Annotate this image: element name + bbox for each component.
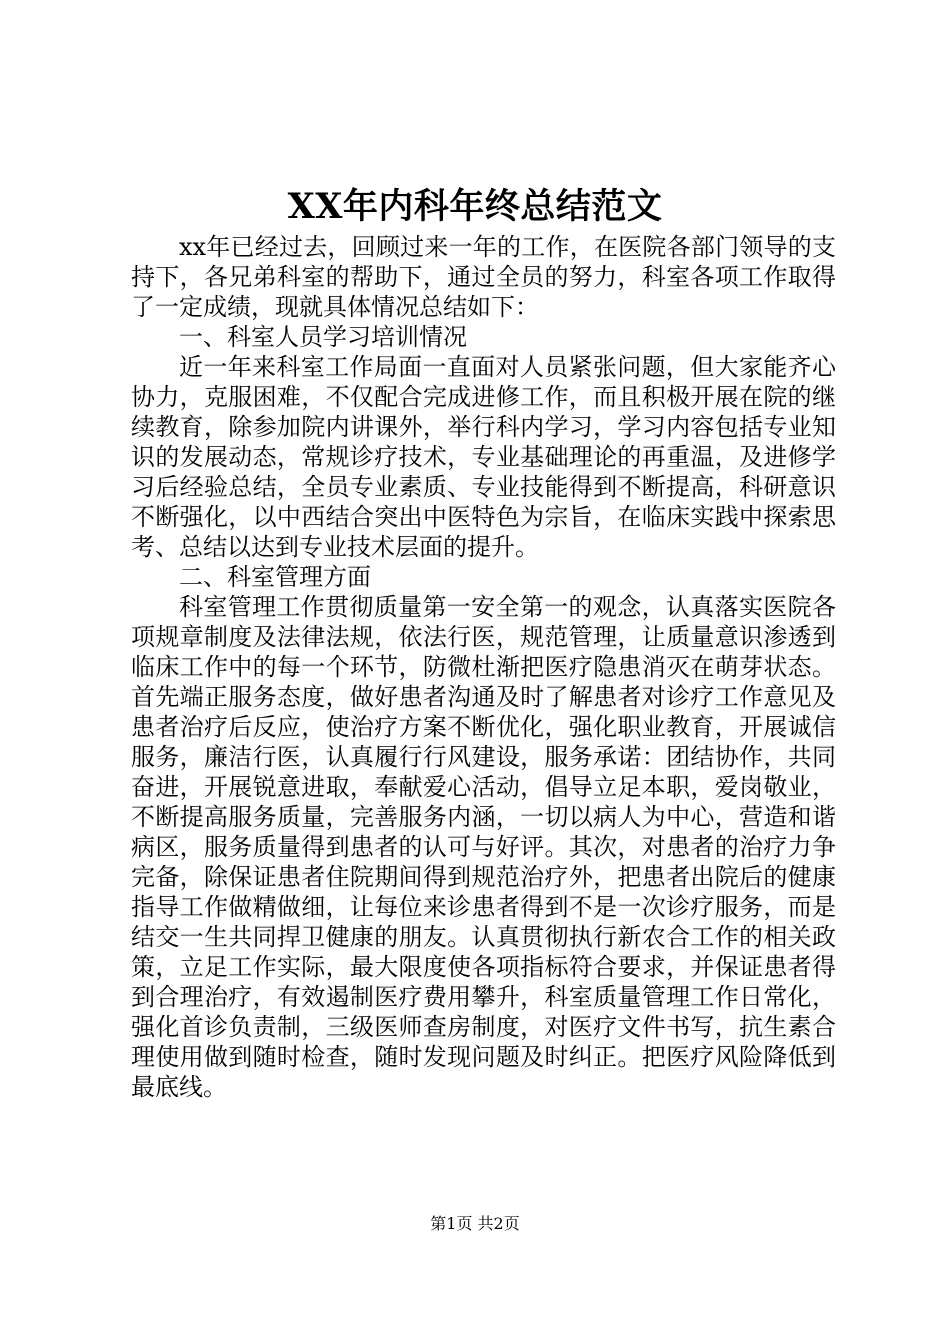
page-footer: 第1页 共2页 [430, 1214, 520, 1233]
paragraph-training: 近一年来科室工作局面一直面对人员紧张问题，但大家能齐心协力，克服困难，不仅配合完成进修工作，而且积极开展在院的继续教育，除参加院内讲课外，举行科内学习，学习内容包括专业知识的发展动态，常规诊疗技术，专业基础理论的再重温，及进修学习后经验总结，全员专业素质、专业技能得到不断提高，科研意识不断强化，以中西结合突出中医特色为宗旨，在临床实践中探索思考、总结以达到专业技术层面的提升。 [131, 353, 836, 561]
document-body [131, 232, 836, 1102]
section-heading-1: 一、科室人员学习培训情况 [179, 323, 467, 351]
document-title: XX年内科年终总结范文 [287, 186, 663, 227]
paragraph-intro: xx年已经过去，回顾过来一年的工作，在医院各部门领导的支持下，各兄弟科室的帮助下，通过全员的努力，科室各项工作取得了一定成绩，现就具体情况总结如下： [131, 233, 836, 321]
paragraph-management: 科室管理工作贯彻质量第一安全第一的观念，认真落实医院各项规章制度及法律法规，依法行医，规范管理，让质量意识渗透到临床工作中的每一个环节，防微杜渐把医疗隐患消灭在萌芽状态。首先端正服务态度，做好患者沟通及时了解患者对诊疗工作意见及患者治疗后反应，使治疗方案不断优化，强化职业教育，开展诚信服务，廉洁行医，认真履行行风建设，服务承诺：团结协作，共同奋进，开展锐意进取，奉献爱心活动，倡导立足本职，爱岗敬业，不断提高服务质量，完善服务内涵，一切以病人为中心，营造和谐病区，服务质量得到患者的认可与好评。其次，对患者的治疗力争完备，除保证患者住院期间得到规范治疗外，把患者出院后的健康指导工作做精做细，让每位来诊患者得到不是一次诊疗服务，而是结交一生共同捍卫健康的朋友。认真贯彻执行新农合工作的相关政策，立足工作实际，最大限度使各项指标符合要求，并保证患者得到合理治疗，有效遏制医疗费用攀升，科室质量管理工作日常化，强化首诊负责制，三级医师查房制度，对医疗文件书写，抗生素合理使用做到随时检查，随时发现问题及时纠正。把医疗风险降低到最底线。 [131, 593, 836, 1101]
section-heading-2: 二、科室管理方面 [179, 563, 371, 591]
